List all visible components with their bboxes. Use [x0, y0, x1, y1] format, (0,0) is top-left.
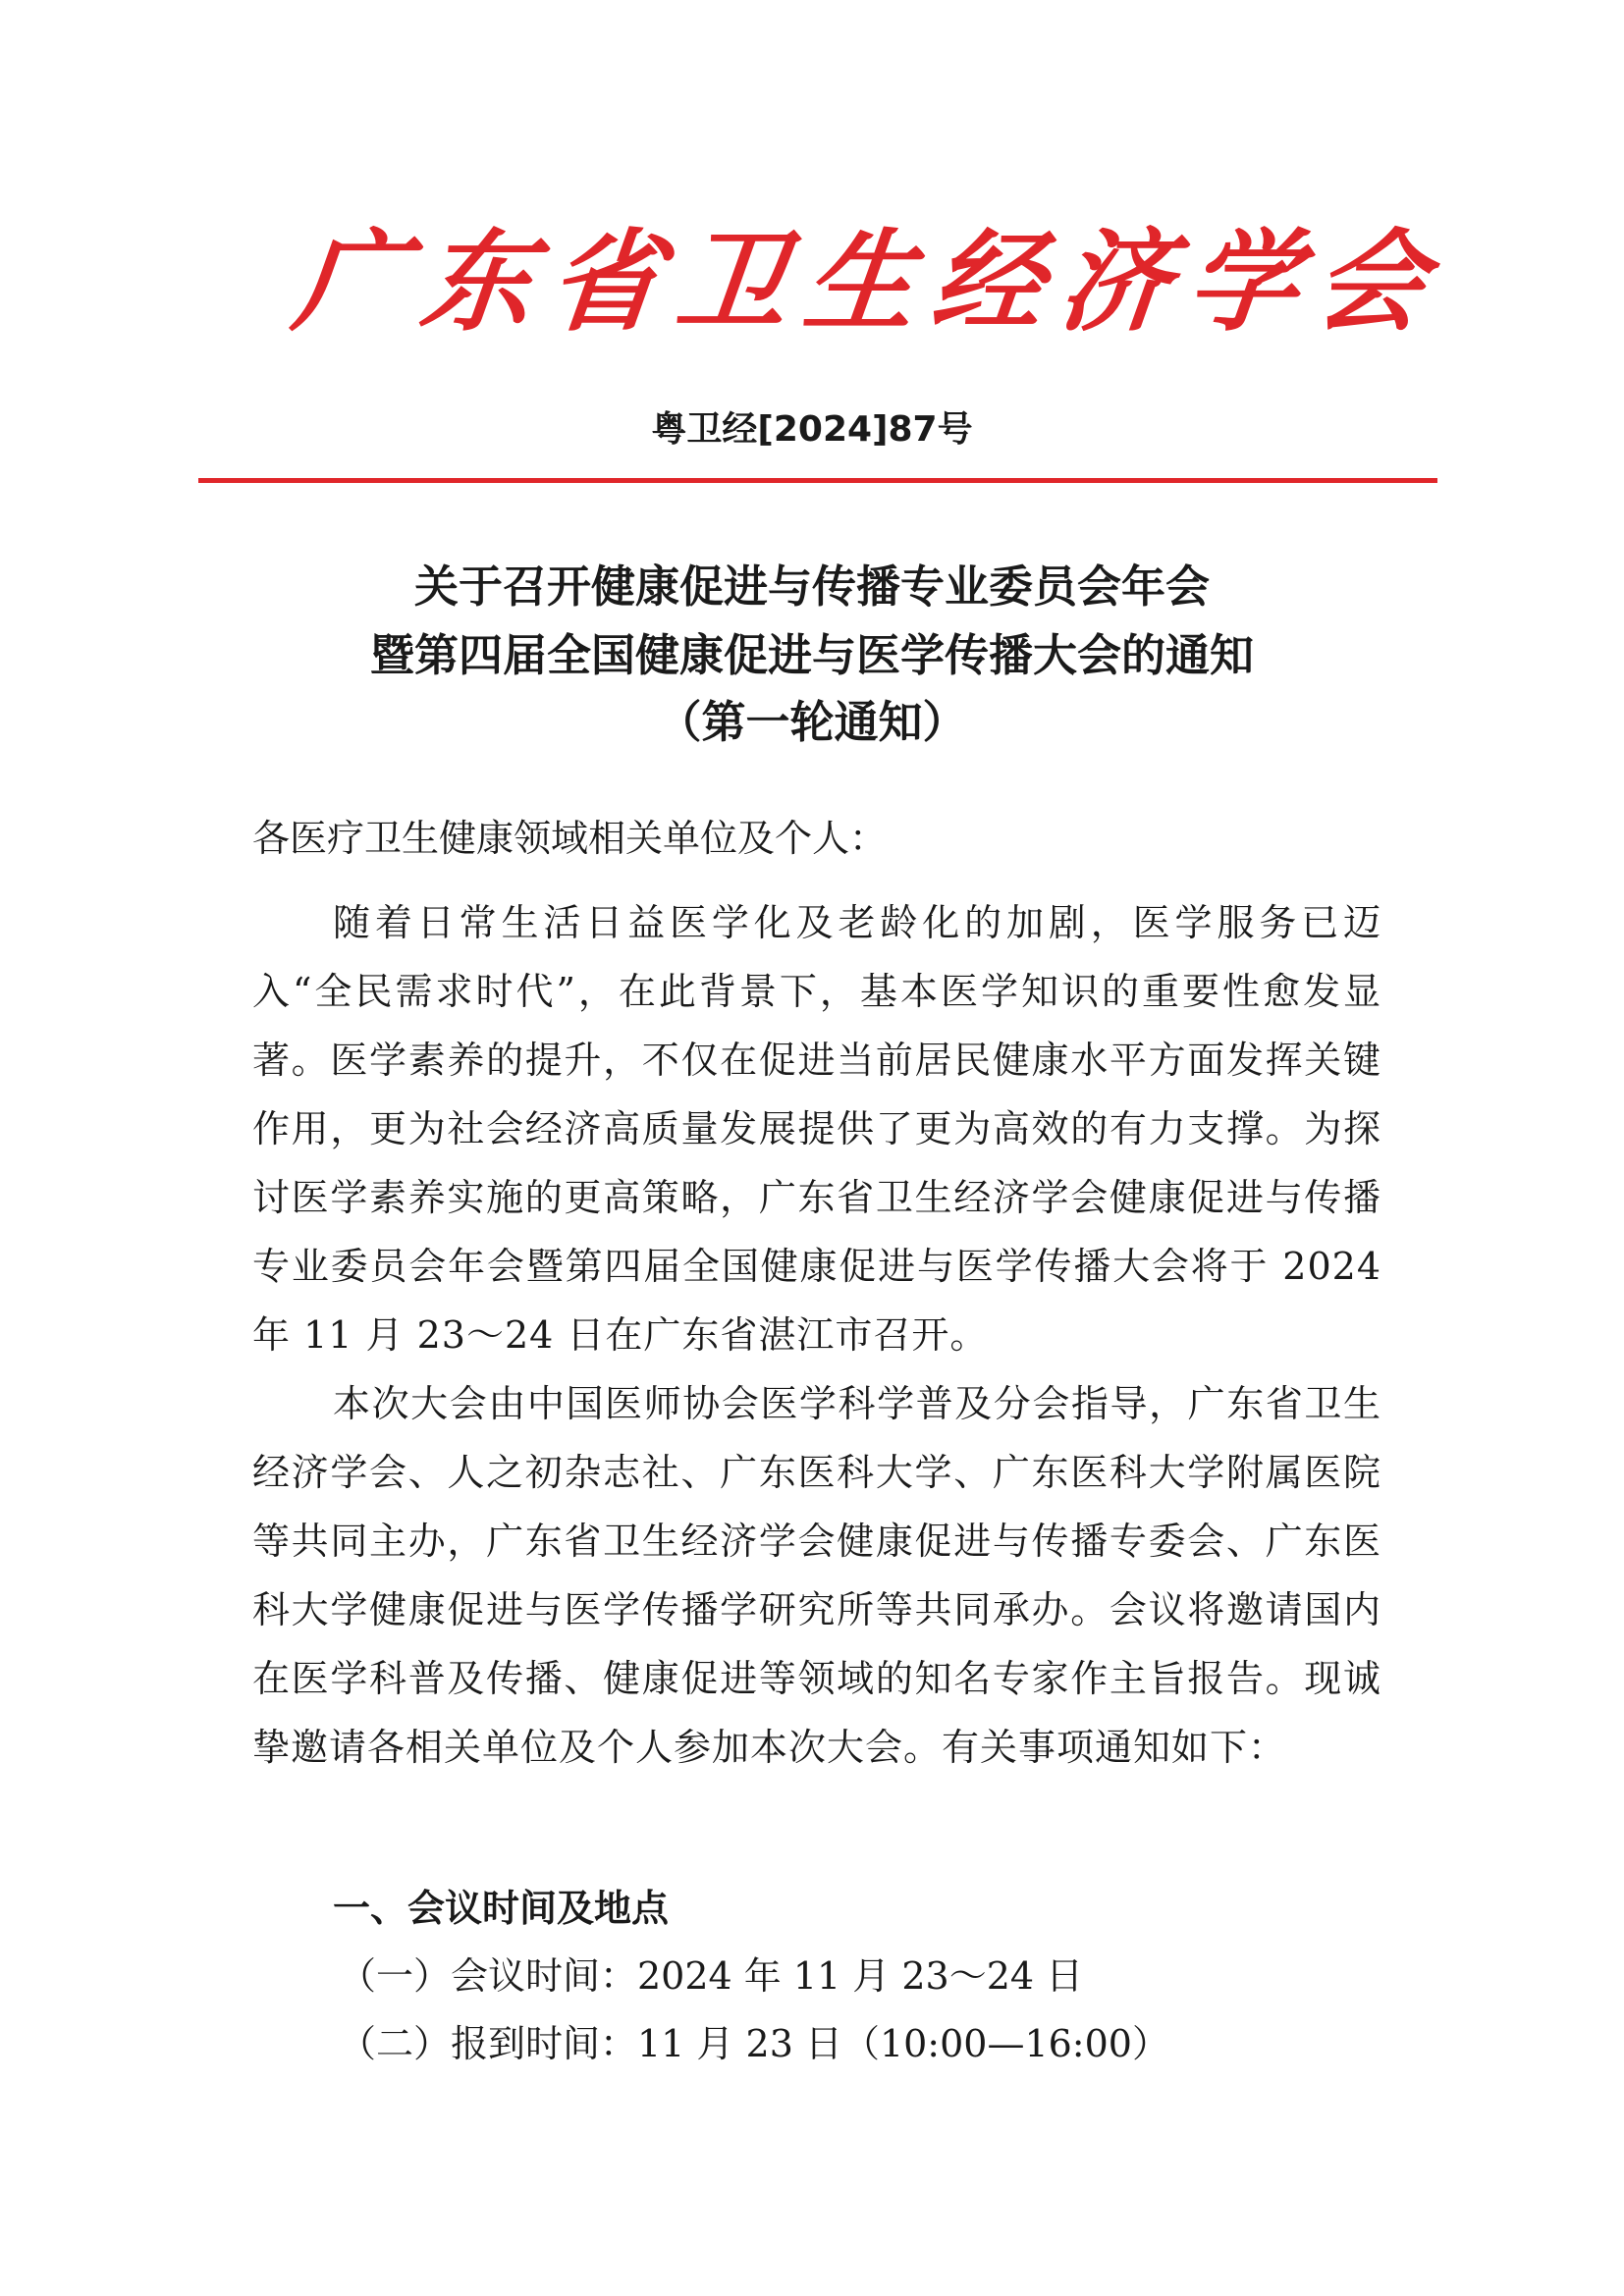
paragraph-organizers: 本次大会由中国医师协会医学科学普及分会指导，广东省卫生经济学会、人之初杂志社、广东医科大学、广东医科大学附属医院等共同主办，广东省卫生经济学会健康促进与传播专委会、广东医科大学健康促进与医学传播学研究所等共同承办。会议将邀请国内在医学科普及传播、健康促进等领域的知名专家作主旨报告。现诚挚邀请各相关单位及个人参加本次大会。有关事项通知如下： — [252, 1382, 1381, 1769]
document-title-line-3: （第一轮通知） — [657, 696, 967, 748]
document-number: 粤卫经[2024]87号 — [651, 409, 973, 450]
document-title-line-1: 关于召开健康促进与传播专业委员会年会 — [413, 561, 1210, 613]
meeting-time-item: （一）会议时间：2024 年 11 月 23～24 日 — [339, 1954, 1084, 1998]
letterhead-org-name: 广东省卫生经济学会 — [288, 218, 1450, 347]
salutation: 各医疗卫生健康领域相关单位及个人： — [252, 817, 888, 860]
section-heading-time-location: 一、会议时间及地点 — [333, 1887, 670, 1930]
paragraph-background: 随着日常生活日益医学化及老龄化的加剧，医学服务已迈入“全民需求时代”，在此背景下，基本医学知识的重要性愈发显著。医学素养的提升，不仅在促进当前居民健康水平方面发挥关键作用，更为社会经济高质量发展提供了更为高效的有力支撑。为探讨医学素养实施的更高策略，广东省卫生经济学会健康促进与传播专业委员会年会暨第四届全国健康促进与医学传播大会将于 2024 年 11 月 23～24 日在广东省湛江市召开。 — [252, 901, 1381, 1357]
document-title-line-2: 暨第四届全国健康促进与医学传播大会的通知 — [369, 629, 1254, 681]
registration-time-item: （二）报到时间：11 月 23 日（10:00—16:00） — [339, 2022, 1169, 2065]
header-divider — [198, 478, 1437, 483]
